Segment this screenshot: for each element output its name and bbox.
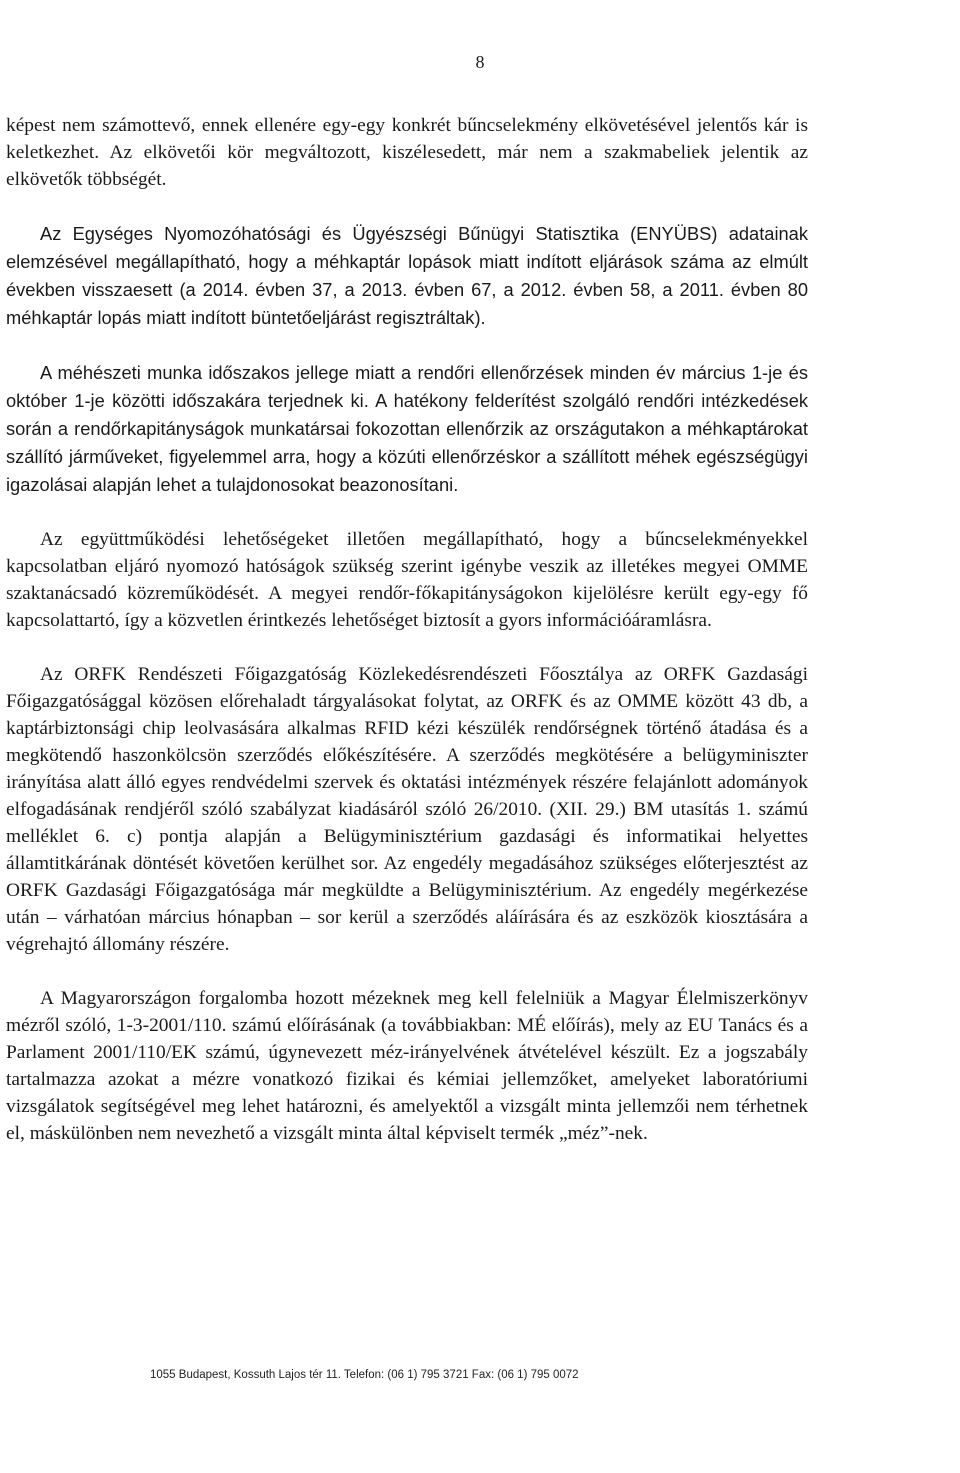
paragraph-gap (6, 193, 808, 220)
paragraph-gap (6, 332, 808, 359)
page-number: 8 (475, 52, 485, 72)
paragraph-cooperation: Az együttműködési lehetőségeket illetően megállapítható, hogy a bűncselekményekkel kapcsolatban eljáró nyomozó hatóságok szükség szerint igénybe veszik az illetékes megyei OMME szaktanácsadó közreműködését. A megyei rendőr-főkapitányságokon kijelölésre került egy-egy fő kapcsolattartó, így a közvetlen érintkezés lehetőséget biztosít a gyors információáramlásra. (6, 529, 808, 631)
paragraph-continuation: képest nem számottevő, ennek ellenére egy-egy konkrét bűncselekmény elkövetésével jelentős kár is keletkezhet. Az elkövetői kör megváltozott, kiszélesedett, már nem a szakmabeliek jelentik az elkövetők többségét. (6, 115, 808, 190)
paragraph-honey-regulation: A Magyarországon forgalomba hozott mézeknek meg kell felelniük a Magyar Élelmiszerkönyv mézről szóló, 1-3-2001/110. számú előírásának (a továbbiakban: MÉ előírás), mely az EU Tanács és a Parlament 2001/110/EK számú, úgynevezett méz-irányelvének átvételével készült. Ez a jogszabály tartalmazza azokat a mézre vonatkozó fizikai és kémiai jellemzőket, amelyeket laboratóriumi vizsgálatok segítségével meg lehet határozni, és amelyektől a vizsgált minta jellemzői nem térhetnek el, máskülönben nem nevezhető a vizsgált minta által képviselt termék „méz”-nek. (6, 988, 808, 1144)
footer-address: 1055 Budapest, Kossuth Lajos tér 11. Telefon: (06 1) 795 3721 Fax: (06 1) 795 0072 (150, 1369, 579, 1381)
paragraph-gap (6, 634, 808, 661)
paragraph-police-inspections: A méhészeti munka időszakos jellege miatt a rendőri ellenőrzések minden év március 1-je és október 1-je közötti időszakára terjednek ki. A hatékony felderítést szolgáló rendőri intézkedések során a rendőrkapitányságok munkatársai fokozottan ellenőrzik az országutakon a méhkaptárokat szállító járműveket, figyelemmel arra, hogy a közúti ellenőrzéskor a szállított méhek egészségügyi igazolásai alapján lehet a tulajdonosokat beazonosítani. (6, 362, 808, 495)
paragraph-enyubs-statistics: Az Egységes Nyomozóhatósági és Ügyészségi Bűnügyi Statisztika (ENYÜBS) adatainak elemzésével megállapítható, hogy a méhkaptár lopások miatt indított eljárások száma az elmúlt években visszaesett (a 2014. évben 37, a 2013. évben 67, a 2012. évben 58, a 2011. évben 80 méhkaptár lopás miatt indított büntetőeljárást regisztráltak). (6, 223, 808, 328)
paragraph-gap (6, 499, 808, 526)
document-body (6, 112, 808, 1147)
paragraph-gap (6, 958, 808, 985)
paragraph-rfid-devices: Az ORFK Rendészeti Főigazgatóság Közlekedésrendészeti Főosztálya az ORFK Gazdasági Főigazgatósággal közösen előrehaladt tárgyalásokat folytat, az ORFK és az OMME között 43 db, a kaptárbiztonsági chip leolvasására alkalmas RFID kézi készülék rendőrségnek történő átadása és a megkötendő haszonkölcsön szerződés előkészítésére. A szerződés megkötésére a belügyminiszter irányítása alatt álló egyes rendvédelmi szervek és oktatási intézmények részére felajánlott adományok elfogadásának rendjéről szóló szabályzat kiadásáról szóló 26/2010. (XII. 29.) BM utasítás 1. számú melléklet 6. c) pontja alapján a Belügyminisztérium gazdasági és informatikai helyettes államtitkárának döntését követően kerülhet sor. Az engedély megadásához szükséges előterjesztést az ORFK Gazdasági Főigazgatósága már megküldte a Belügyminisztérium. Az engedély megérkezése után – várhatóan március hónapban – sor kerül a szerződés aláírására és az eszközök kiosztására a végrehajtó állomány részére. (6, 664, 808, 955)
